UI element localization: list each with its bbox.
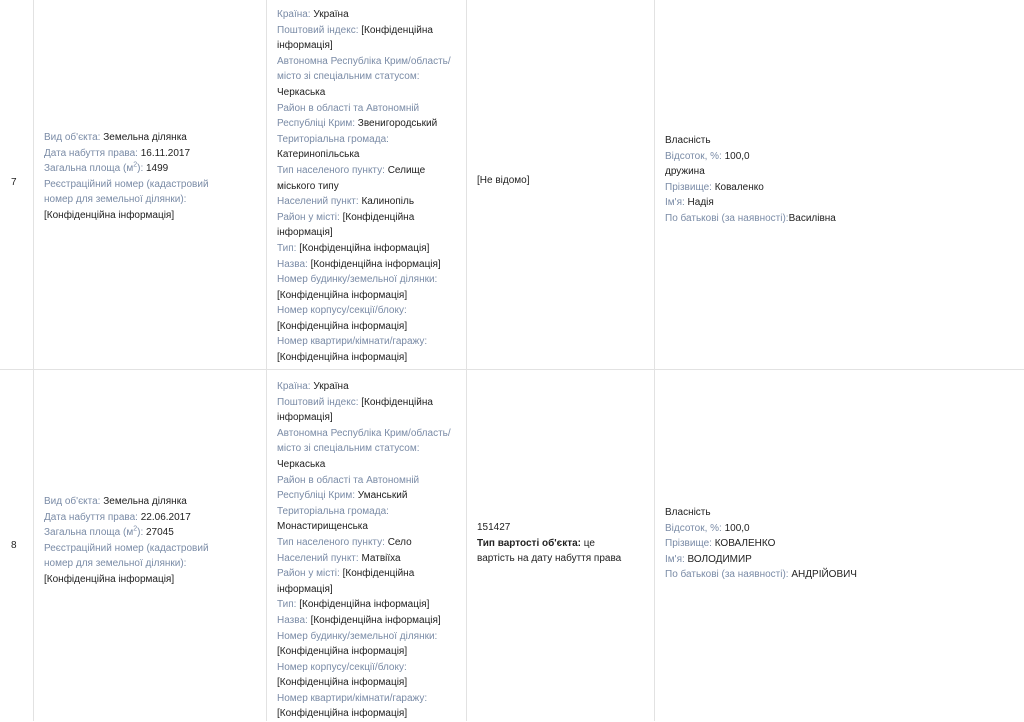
region-label-cont: місто зі спеціальним статусом: — [277, 443, 420, 455]
area-label: Загальна площа $(м^2)$: — [44, 161, 144, 175]
cost-cell — [467, 370, 655, 721]
apartment-label: Номер квартири/кімнати/гаражу: — [277, 336, 428, 348]
row-number: 8 — [11, 540, 17, 551]
cost-cell — [467, 0, 655, 369]
settlement-value: Калинопіль — [361, 196, 415, 208]
cost-type-value-cont: вартість на дату набуття права — [477, 553, 622, 565]
city-district-value-cont: інформація] — [277, 227, 333, 239]
address-info — [277, 379, 458, 722]
postal-value: [Конфіденційна — [361, 396, 433, 408]
settlement-type-value: Селище — [387, 164, 426, 176]
cost-info — [477, 173, 646, 189]
surname-label: Прізвище: — [665, 538, 712, 550]
district-value: Звенигородський — [357, 118, 438, 130]
country-value: Україна — [313, 381, 349, 392]
street-name-label: Назва: — [277, 258, 308, 270]
cadastral-label: Реєстраційний номер (кадастровий — [44, 178, 209, 190]
postal-label: Поштовий індекс: — [277, 24, 359, 36]
share-label: Відсоток, %: — [665, 150, 722, 162]
cadastral-label: Реєстраційний номер (кадастровий — [44, 542, 209, 554]
district-label-cont: Республіці Крим: — [277, 490, 356, 502]
community-label: Територіальна громада: — [277, 505, 389, 517]
patronymic-value: Василівна — [788, 212, 836, 224]
object-type-value: Земельна ділянка — [103, 496, 187, 507]
street-name-value: [Конфіденційна інформація] — [310, 614, 441, 626]
country-label: Країна: — [277, 9, 311, 20]
acquisition-date-label: Дата набуття права: — [44, 147, 138, 159]
cadastral-label-cont: номер для земельної ділянки): — [44, 194, 187, 206]
acquisition-date-value: 22.06.2017 — [140, 511, 191, 523]
owner-info — [665, 505, 1016, 583]
cost-info — [477, 520, 646, 567]
district-label: Район в області та Автономній — [277, 474, 420, 486]
corpus-label: Номер корпусу/секції/блоку: — [277, 305, 407, 317]
community-label: Територіальна громада: — [277, 133, 389, 145]
region-value: Черкаська — [277, 86, 326, 98]
surname-value: Коваленко — [714, 181, 764, 193]
corpus-value: [Конфіденційна інформація] — [277, 320, 408, 332]
postal-value-cont: інформація] — [277, 412, 333, 424]
name-label: Ім'я: — [665, 553, 685, 565]
region-label: Автономна Республіка Крим/область/ — [277, 427, 451, 439]
owner-cell — [655, 370, 1024, 721]
corpus-value: [Конфіденційна інформація] — [277, 677, 408, 689]
building-label: Номер будинку/земельної ділянки: — [277, 274, 438, 286]
address-cell — [267, 370, 467, 721]
name-label: Ім'я: — [665, 197, 685, 209]
building-value: [Конфіденційна інформація] — [277, 289, 408, 301]
city-district-value: [Конфіденційна — [342, 211, 415, 223]
object-info — [44, 130, 258, 224]
object-type-label: Вид об'єкта: — [44, 496, 101, 507]
country-label: Країна: — [277, 381, 311, 392]
settlement-label: Населений пункт: — [277, 552, 359, 564]
cadastral-value: [Конфіденційна інформація] — [44, 573, 175, 585]
area-value: 1499 — [146, 163, 169, 175]
city-district-label: Район у місті: — [277, 211, 340, 223]
owner-info — [665, 133, 1016, 227]
settlement-label: Населений пункт: — [277, 196, 359, 208]
object-type-value: Земельна ділянка — [103, 132, 187, 143]
row-number-cell — [0, 0, 34, 369]
settlement-type-value-cont: міського типу — [277, 180, 339, 192]
postal-value-cont: інформація] — [277, 40, 333, 52]
row-number: 7 — [11, 177, 17, 188]
right-type: Власність — [665, 507, 711, 518]
cost-type-value: це — [583, 537, 595, 549]
address-cell — [267, 0, 467, 369]
apartment-value: [Конфіденційна інформація] — [277, 352, 408, 364]
street-type-label: Тип: — [277, 242, 297, 254]
object-info — [44, 494, 258, 588]
patronymic-value: АНДРІЙОВИЧ — [791, 569, 857, 581]
object-type-label: Вид об'єкта: — [44, 132, 101, 143]
building-value: [Конфіденційна інформація] — [277, 646, 408, 658]
street-type-label: Тип: — [277, 599, 297, 611]
street-name-label: Назва: — [277, 614, 308, 626]
area-label: Загальна площа $(м^2)$: — [44, 525, 144, 539]
street-type-value: [Конфіденційна інформація] — [299, 599, 430, 611]
settlement-type-label: Тип населеного пункту: — [277, 164, 385, 176]
name-value: Надія — [687, 197, 714, 209]
address-info — [277, 7, 458, 366]
table-row — [0, 370, 1024, 721]
apartment-value: [Конфіденційна інформація] — [277, 708, 408, 720]
postal-label: Поштовий індекс: — [277, 396, 359, 408]
postal-value: [Конфіденційна — [361, 24, 433, 36]
district-label: Район в області та Автономній — [277, 102, 420, 114]
area-value: 27045 — [146, 527, 174, 539]
acquisition-date-label: Дата набуття права: — [44, 511, 138, 523]
cost-value: [Не відомо] — [477, 175, 530, 186]
district-value: Уманський — [357, 490, 408, 502]
district-label-cont: Республіці Крим: — [277, 118, 356, 130]
region-label-cont: місто зі спеціальним статусом: — [277, 71, 420, 83]
object-cell — [34, 370, 267, 721]
row-number-cell — [0, 370, 34, 721]
region-label: Автономна Республіка Крим/область/ — [277, 55, 451, 67]
patronymic-label: По батькові (за наявності): — [665, 569, 789, 581]
street-type-value: [Конфіденційна інформація] — [299, 242, 430, 254]
object-cell — [34, 0, 267, 369]
share-label: Відсоток, %: — [665, 522, 722, 534]
acquisition-date-value: 16.11.2017 — [140, 147, 191, 159]
building-label: Номер будинку/земельної ділянки: — [277, 630, 438, 642]
patronymic-label: По батькові (за наявності): — [665, 212, 789, 224]
name-value: ВОЛОДИМИР — [687, 553, 752, 565]
cadastral-value: [Конфіденційна інформація] — [44, 209, 175, 221]
surname-label: Прізвище: — [665, 181, 712, 193]
city-district-value-cont: інформація] — [277, 583, 333, 595]
apartment-label: Номер квартири/кімнати/гаражу: — [277, 692, 428, 704]
settlement-value: Матвіїха — [361, 552, 401, 564]
share-value: 100,0 — [724, 150, 750, 162]
owner-cell — [655, 0, 1024, 369]
city-district-value: [Конфіденційна — [342, 568, 415, 580]
cadastral-label-cont: номер для земельної ділянки): — [44, 558, 187, 570]
community-value: Катеринопільська — [277, 149, 360, 161]
corpus-label: Номер корпусу/секції/блоку: — [277, 661, 407, 673]
settlement-type-label: Тип населеного пункту: — [277, 536, 385, 548]
street-name-value: [Конфіденційна інформація] — [310, 258, 441, 270]
surname-value: КОВАЛЕНКО — [714, 538, 776, 550]
right-type: Власність — [665, 135, 711, 146]
cost-type-label: Тип вартості об'єкта: — [477, 537, 581, 549]
community-value: Монастирищенська — [277, 521, 368, 533]
region-value: Черкаська — [277, 458, 326, 470]
city-district-label: Район у місті: — [277, 568, 340, 580]
country-value: Україна — [313, 9, 349, 20]
relation: дружина — [665, 166, 705, 178]
cost-value: 151427 — [477, 522, 511, 533]
settlement-type-value: Село — [387, 536, 412, 548]
share-value: 100,0 — [724, 522, 750, 534]
